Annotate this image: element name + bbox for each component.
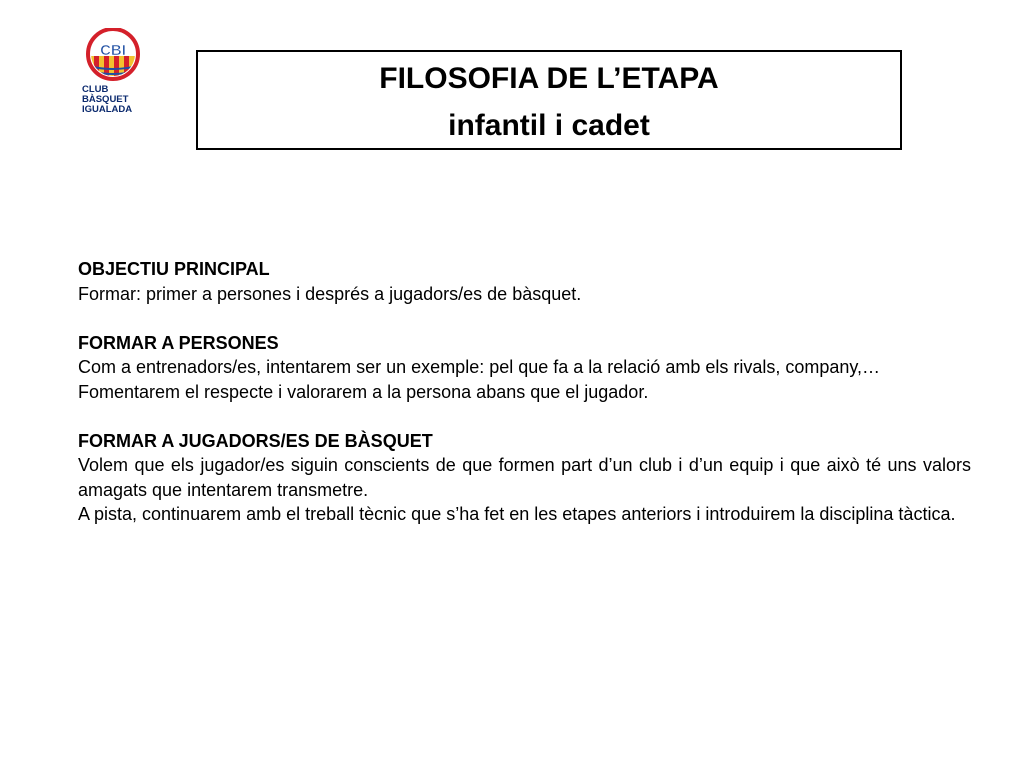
section-paragraph: Volem que els jugador/es siguin conscients de que formen part d’un club i d’un equip i que això té uns valors amagats que intentarem transmetre. [78, 455, 971, 500]
section-paragraph: Com a entrenadors/es, intentarem ser un exemple: pel que fa a la relació amb els rivals, company,… [78, 357, 881, 377]
section-paragraph: Fomentarem el respecte i valorarem a la persona abans que el jugador. [78, 381, 649, 402]
section-heading-persones: FORMAR A PERSONES [78, 332, 279, 353]
page-subtitle: infantil i cadet [448, 109, 650, 142]
logo-line-basquet: BÀSQUET [82, 94, 129, 105]
logo-line-igualada: IGUALADA [82, 104, 133, 115]
page-title: FILOSOFIA DE L’ETAPA [379, 62, 719, 95]
section-spacer [78, 306, 971, 331]
club-logo [80, 28, 146, 120]
section-paragraph: Formar: primer a persones i després a jugadors/es de bàsquet. [78, 283, 582, 304]
logo-line-club: CLUB [82, 84, 109, 95]
section-spacer [78, 404, 971, 429]
section-paragraph: A pista, continuarem amb el treball tècnic que s’ha fet en les etapes anteriors i introduirem la disciplina tàctica. [78, 504, 956, 524]
section-heading-jugadors: FORMAR A JUGADORS/ES DE BÀSQUET [78, 430, 433, 451]
section-heading-objectiu: OBJECTIU PRINCIPAL [78, 259, 270, 279]
document-body [78, 257, 971, 527]
title-box [196, 50, 902, 150]
club-badge-icon [80, 28, 146, 120]
badge-text: CBI [100, 42, 126, 59]
